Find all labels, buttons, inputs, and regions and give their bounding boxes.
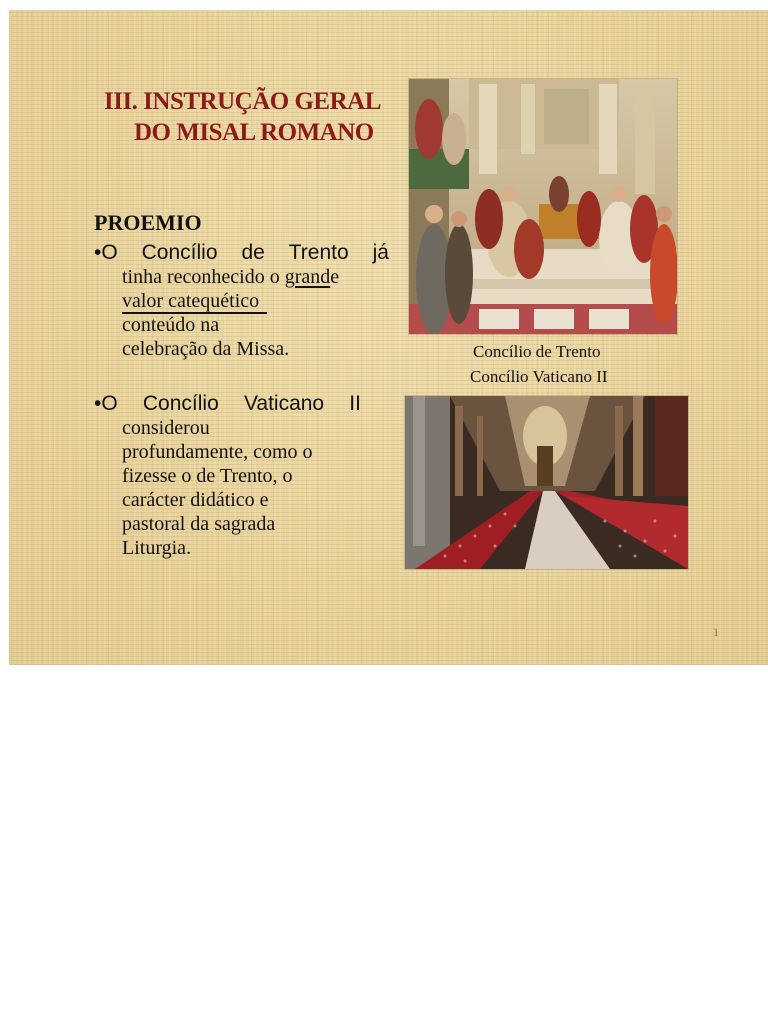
bullet-line: Liturgia. bbox=[122, 537, 192, 559]
bullet-line: considerou bbox=[122, 417, 210, 439]
bullet-line: celebração da Missa. bbox=[122, 338, 290, 360]
caption-vaticano: Concílio Vaticano II bbox=[470, 367, 608, 386]
bullet-vaticano bbox=[94, 392, 361, 560]
word: Trento bbox=[288, 241, 349, 264]
text: tinha reconhecido o bbox=[122, 266, 285, 288]
slide-title bbox=[104, 86, 404, 148]
bullet-trento bbox=[94, 241, 389, 361]
bullet-line: carácter didático e bbox=[122, 489, 269, 511]
word: II bbox=[349, 392, 361, 415]
word: já bbox=[372, 241, 389, 264]
title-line-1: III. INSTRUÇÃO GERAL bbox=[104, 88, 381, 115]
bullet-line: pastoral da sagrada bbox=[122, 513, 276, 535]
caption-trento: Concílio de Trento bbox=[473, 342, 601, 361]
bullet-lead-line bbox=[94, 241, 389, 265]
vatican-council-photo bbox=[404, 395, 689, 570]
council-of-trent-painting bbox=[408, 78, 678, 335]
bullet-line: profundamente, como o bbox=[122, 441, 313, 463]
text: e bbox=[330, 266, 340, 288]
bullet-line: conteúdo na bbox=[122, 314, 220, 336]
bullet-line bbox=[122, 289, 389, 313]
bullet-lead-line bbox=[94, 392, 361, 416]
underlined-text: grand bbox=[284, 266, 331, 288]
slide bbox=[9, 10, 768, 665]
bullet-body bbox=[94, 265, 389, 361]
word: Concílio bbox=[141, 241, 218, 264]
page-number: 1 bbox=[713, 625, 719, 639]
bullet-line bbox=[122, 265, 389, 289]
underlined-text: valor catequético bbox=[122, 290, 267, 314]
word: de bbox=[241, 241, 265, 264]
word: Vaticano bbox=[243, 392, 325, 415]
word: •O bbox=[94, 241, 118, 264]
word: •O bbox=[94, 392, 118, 415]
section-heading: PROEMIO bbox=[94, 210, 202, 235]
title-line-2: DO MISAL ROMANO bbox=[134, 119, 374, 146]
bullet-body bbox=[94, 416, 361, 560]
bullet-line: fizesse o de Trento, o bbox=[122, 465, 293, 487]
word: Concílio bbox=[142, 392, 219, 415]
